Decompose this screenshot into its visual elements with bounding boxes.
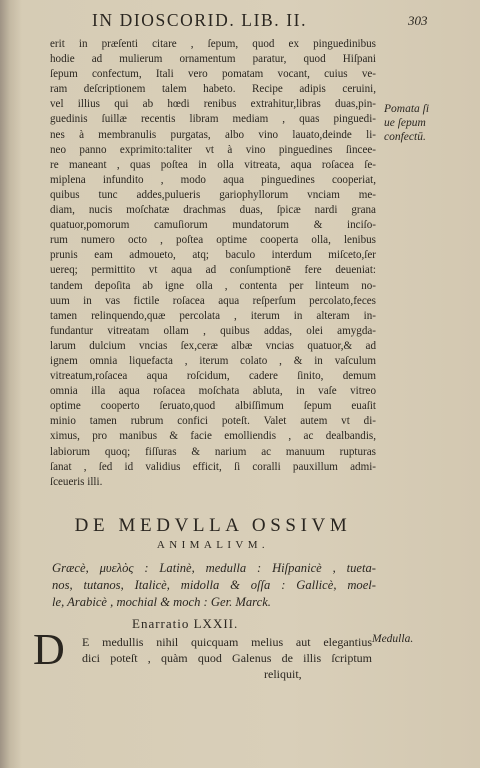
margin-note-medulla: Medulla. [372,633,414,645]
text-line: guedinis ſuillæ recentis libram mediam , quas pinguedi- [50,113,376,126]
text-line: hodie ad mulierum ornamentum paratur, quod Hiſpani [50,53,376,66]
text-line: miplena infundito , modo aqua pinguedines cooperiat, [50,173,376,186]
section-subheading: ANIMALIVM. [156,539,270,551]
text-line: ram deſcriptionem talem habeto. Recipe adipis ceruini, [50,83,376,96]
text-line: neo panno exprimito:taliter vt à vino pinguedines ſincee- [50,143,376,156]
text-line: larum dulcium vncias ſex,ceræ albæ vncias quatuor,& ad [50,339,376,352]
text-line: minio tamen rubrum confici poteſt. Valet autem vt di- [50,415,376,428]
text-line: quibus tunc addes,pulueris gariophyllorum vnciam me- [50,188,376,201]
text-line: E medullis nihil quicquam melius aut elegantius [82,635,372,649]
text-line: uereq; permittito vt aqua ad conſumptionē fere deueniat: [50,264,376,277]
page-number: 303 [408,13,428,28]
text-line: vel illius qui ab hœdi renibus extrahitur,libras duas,pin- [50,98,376,111]
text-line: diam, nucis moſchatæ drachmas duas, ſpicæ nardi grana [50,204,376,217]
text-line: ſceueris illi. [50,475,103,488]
text-line: optime cooperto ſeruato,quod albiſſimum ſepum euaſit [50,400,376,413]
text-line: tamen relinquendo,quæ percolata , iterum in alteram in- [50,309,376,322]
text-line: uum in vas fictile roſacea aqua reſperſum percolato,feces [50,294,376,307]
text-line: ignem omnia liquefacta , iterum colato , & in vaſculum [50,354,376,367]
main-text-block [50,37,376,490]
text-line: ximus, pro manibus & facie emolliendis , ac dealbandis, [50,430,376,443]
text-line: reliquit, [264,667,302,681]
margin-note-line: ue ſepum [384,117,426,129]
text-line: rum numero octo , poſtea optime cooperta olla, lenibus [50,234,376,247]
drop-cap: D [33,625,65,674]
text-line: tandem depoſita ab igne olla , contenta per linteum no- [50,279,376,292]
text-line: prunis eam admoueto, atq; baculo interdum miſceto,ſer [50,249,376,262]
text-line: vitreatum,roſacea aqua roſcidum, cadere ſinito, demum [50,370,376,383]
text-line: quatuor,pomorum camuſiorum mundatorum & inciſo- [50,219,376,232]
text-line: re maneant , quas poſtea in olla vitreata, aqua roſacea ſe- [50,158,376,171]
text-line: nes à membranulis purgatas, albo vino lauato,deinde li- [50,128,376,141]
text-line: labiorum quoq; fiſſuras & narium ac manuum rupturas [50,445,376,458]
closing-paragraph [82,634,372,682]
text-line: erit in præſenti citare , ſepum, quod ex pinguedinibus [50,38,376,50]
names-line: le, Arabicè , mochial & moch : Ger. Marck. [52,595,271,610]
margin-note-pomata [384,102,429,144]
running-title: IN DIOSCORID. LIB. II. [92,10,308,30]
text-line: dici poteſt , quàm quod Galenus de illis ſcriptum [82,651,372,665]
margin-note-line: Pomata ſi [384,103,430,115]
text-line: ſanat , ſed id validius efficit, ſi coralli pauxillum admi- [50,460,376,473]
names-line: nos, tutanos, Italicè, midolla & oſſa : Gallicè, moel- [52,578,376,593]
names-line: Græcè, μυελὸς : Latinè, medulla : Hiſpanicè , tueta- [52,561,376,575]
text-line: ſepum confectum, Itali vero pomatam vocant, cuius ve- [50,68,376,81]
section-heading: DE MEDVLLA OSSIVM [74,515,352,536]
names-paragraph [52,560,376,612]
text-line: omnia illa aqua roſacea moſchata abluta, in vaſe vitreo [50,385,376,398]
enarratio-heading: Enarratio LXXII. [132,616,239,631]
margin-note-line: confectū. [384,131,426,143]
text-line: fundantur vitreatam ollam , quibus addas, olei amygda- [50,324,376,337]
